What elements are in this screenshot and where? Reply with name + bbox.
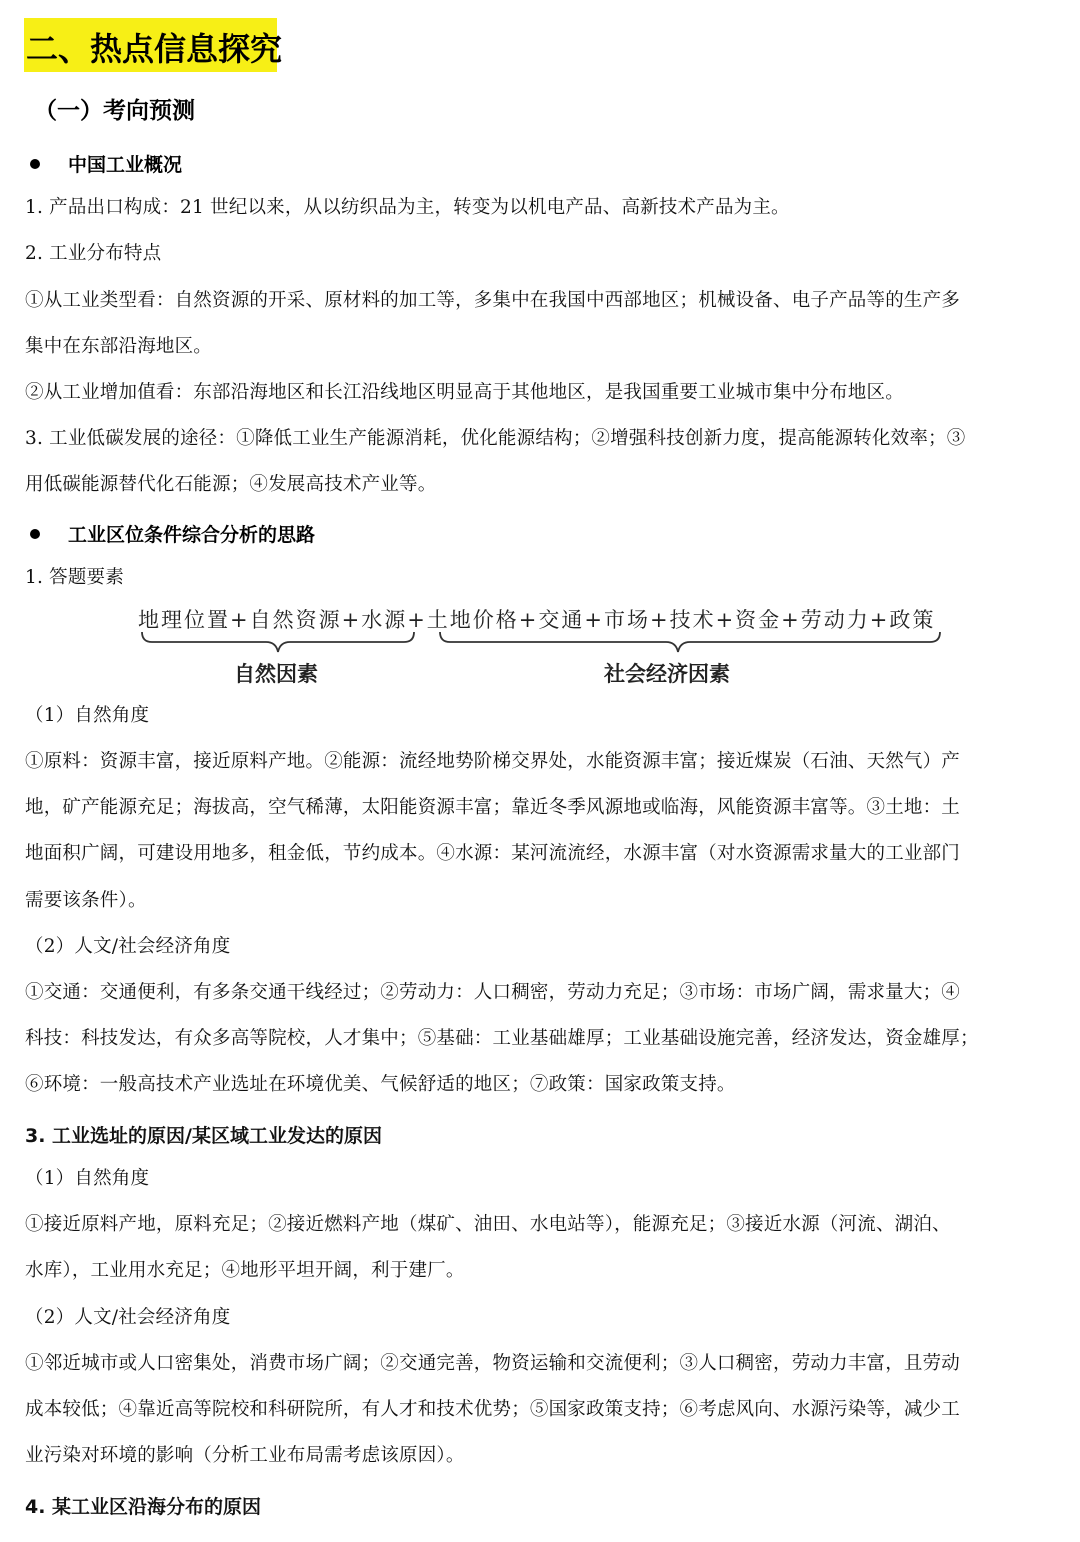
- natural-factors-label: 自然因素: [234, 662, 318, 686]
- bullet-icon: [30, 529, 40, 539]
- text-line: （1）自然角度: [25, 705, 150, 726]
- factor-formula: 地理位置+自然资源+水源+土地价格+交通+市场+技术+资金+劳动力+政策: [138, 608, 936, 632]
- text-line: 水库），工业用水充足；④地形平坦开阔，利于建厂。: [25, 1260, 465, 1281]
- social-factors-label: 社会经济因素: [604, 662, 730, 686]
- text-line: （2）人文/社会经济角度: [25, 1307, 231, 1328]
- text-line: （2）人文/社会经济角度: [25, 936, 231, 957]
- text-line: 需要该条件）。: [25, 890, 147, 911]
- social-brace: [440, 632, 940, 652]
- text-line: 业污染对环境的影响（分析工业布局需考虑该原因）。: [25, 1445, 465, 1466]
- section-title: 中国工业概况: [68, 154, 183, 176]
- section-heading-site-reasons: 3. 工业选址的原因/某区域工业发达的原因: [25, 1125, 382, 1147]
- text-line: 2. 工业分布特点: [25, 243, 162, 264]
- section-title: 工业区位条件综合分析的思路: [68, 524, 316, 546]
- bullet-icon: [30, 159, 40, 169]
- text-line: ①交通：交通便利，有多条交通干线经过；②劳动力：人口稠密，劳动力充足；③市场：市场广阔，需求量大；④: [25, 982, 961, 1003]
- section-heading-industry-overview: [30, 150, 182, 177]
- text-line: 3. 工业低碳发展的途径：①降低工业生产能源消耗，优化能源结构；②增强科技创新力度，提高能源转化效率；③: [25, 428, 966, 449]
- text-line: 科技：科技发达，有众多高等院校，人才集中；⑤基础：工业基础雄厚；工业基础设施完善，经济发达，资金雄厚；: [25, 1028, 979, 1049]
- subsection-title: （一）考向预测: [34, 98, 195, 124]
- section-heading-coastal-reasons: 4. 某工业区沿海分布的原因: [25, 1496, 262, 1518]
- text-line: 集中在东部沿海地区。: [25, 336, 213, 357]
- text-line: ①从工业类型看：自然资源的开采、原材料的加工等，多集中在我国中西部地区；机械设备、电子产品等的生产多: [25, 290, 961, 311]
- text-line: ⑥环境：一般高技术产业选址在环境优美、气候舒适的地区；⑦政策：国家政策支持。: [25, 1074, 736, 1095]
- factor-braces: [138, 628, 958, 658]
- text-line: ①原料：资源丰富，接近原料产地。②能源：流经地势阶梯交界处，水能资源丰富；接近煤炭（石油、天然气）产: [25, 751, 961, 772]
- text-line: ②从工业增加值看：东部沿海地区和长江沿线地区明显高于其他地区，是我国重要工业城市集中分布地区。: [25, 382, 904, 403]
- text-line: ①邻近城市或人口密集处，消费市场广阔；②交通完善，物资运输和交流便利；③人口稠密，劳动力丰富，且劳动: [25, 1353, 961, 1374]
- text-line: （1）自然角度: [25, 1168, 150, 1189]
- section-heading-location-analysis: [30, 520, 315, 547]
- text-line: 1. 答题要素: [25, 567, 124, 588]
- text-line: 地，矿产能源充足；海拔高，空气稀薄，太阳能资源丰富；靠近冬季风源地或临海，风能资源丰富等。③土地：土: [25, 797, 961, 818]
- text-line: 用低碳能源替代化石能源；④发展高技术产业等。: [25, 474, 437, 495]
- page-title: 二、热点信息探究: [26, 30, 283, 68]
- text-line: 地面积广阔，可建设用地多，租金低，节约成本。④水源：某河流流经，水源丰富（对水资源需求量大的工业部门: [25, 843, 961, 864]
- text-line: 1. 产品出口构成：21 世纪以来，从以纺织品为主，转变为以机电产品、高新技术产品为主。: [25, 197, 790, 218]
- text-line: 成本较低；④靠近高等院校和科研院所，有人才和技术优势；⑤国家政策支持；⑥考虑风向、水源污染等，减少工: [25, 1399, 961, 1420]
- natural-brace: [142, 632, 414, 652]
- text-line: ①接近原料产地，原料充足；②接近燃料产地（煤矿、油田、水电站等），能源充足；③接近水源（河流、湖泊、: [25, 1214, 951, 1235]
